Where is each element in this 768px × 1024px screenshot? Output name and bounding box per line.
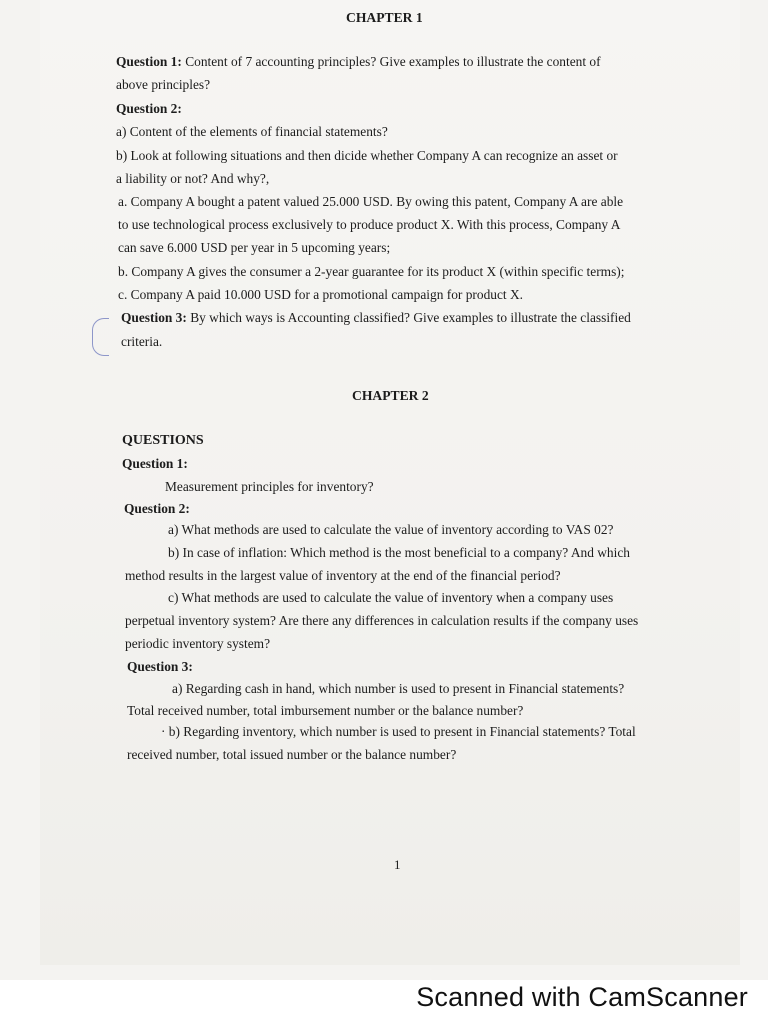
ch1-case-a-line2: to use technological process exclusively to produce product X. With this process, Company A (118, 217, 621, 232)
ch1-q2-b-line1: b) Look at following situations and then dicide whether Company A can recognize an asset or (116, 148, 618, 163)
ch1-q2-a: a) Content of the elements of financial statements? (116, 124, 388, 139)
page-number: 1 (394, 857, 401, 872)
ch1-question-1 (116, 50, 601, 73)
ch1-q1-label: Question 1: (116, 54, 182, 69)
ch2-q2-c-line1: c) What methods are used to calculate the value of inventory when a company uses (168, 590, 614, 605)
ch1-q3-text-cont: criteria. (121, 334, 163, 349)
ch1-q3-label: Question 3: (121, 310, 187, 325)
ch2-q2-c-line2: perpetual inventory system? Are there any differences in calculation results if the company uses (125, 613, 639, 628)
chapter-2-title: CHAPTER 2 (352, 388, 429, 403)
ch1-question-3 (121, 306, 631, 329)
ch2-q2-b-line2: method results in the largest value of inventory at the end of the financial period? (125, 568, 561, 583)
ch1-q2-b-line2: a liability or not? And why?, (116, 171, 270, 186)
ch1-q1-text-cont: above principles? (116, 77, 211, 92)
ch2-q3-a-line1: a) Regarding cash in hand, which number is used to present in Financial statements? (172, 681, 625, 696)
ch1-case-b: b. Company A gives the consumer a 2-year guarantee for its product X (within specific terms); (118, 264, 625, 279)
chapter-1-title: CHAPTER 1 (346, 10, 423, 25)
ch1-case-a-line3: can save 6.000 USD per year in 5 upcoming years; (118, 240, 391, 255)
camscanner-watermark: Scanned with CamScanner (416, 982, 748, 1012)
ch2-q3-label: Question 3: (127, 659, 193, 674)
ch2-questions-header: QUESTIONS (122, 433, 204, 448)
ch2-q2-c-line3: periodic inventory system? (125, 636, 271, 651)
ch2-q3-b-line1: · b) Regarding inventory, which number is used to present in Financial statements? Total (161, 724, 636, 739)
ch2-q2-label: Question 2: (124, 501, 190, 516)
ch1-q2-label: Question 2: (116, 101, 182, 116)
ch2-q3-a-line2: Total received number, total imbursement number or the balance number? (127, 703, 524, 718)
ch2-q3-b-line2: received number, total issued number or the balance number? (127, 747, 457, 762)
ch2-q2-b-line1: b) In case of inflation: Which method is the most beneficial to a company? And which (168, 545, 630, 560)
ch1-q3-text: By which ways is Accounting classified? Give examples to illustrate the classified (186, 310, 631, 325)
ch1-case-a-line1: a. Company A bought a patent valued 25.000 USD. By owing this patent, Company A are able (118, 194, 624, 209)
ch1-q1-text: Content of 7 accounting principles? Give examples to illustrate the content of (181, 54, 601, 69)
ch2-q2-a: a) What methods are used to calculate the value of inventory according to VAS 02? (168, 522, 614, 537)
handwritten-bracket-mark (92, 318, 109, 356)
scanner-footer (0, 980, 768, 1024)
ch1-case-c: c. Company A paid 10.000 USD for a promotional campaign for product X. (118, 287, 523, 302)
ch2-q1-text: Measurement principles for inventory? (165, 479, 374, 494)
ch2-q1-label: Question 1: (122, 456, 188, 471)
